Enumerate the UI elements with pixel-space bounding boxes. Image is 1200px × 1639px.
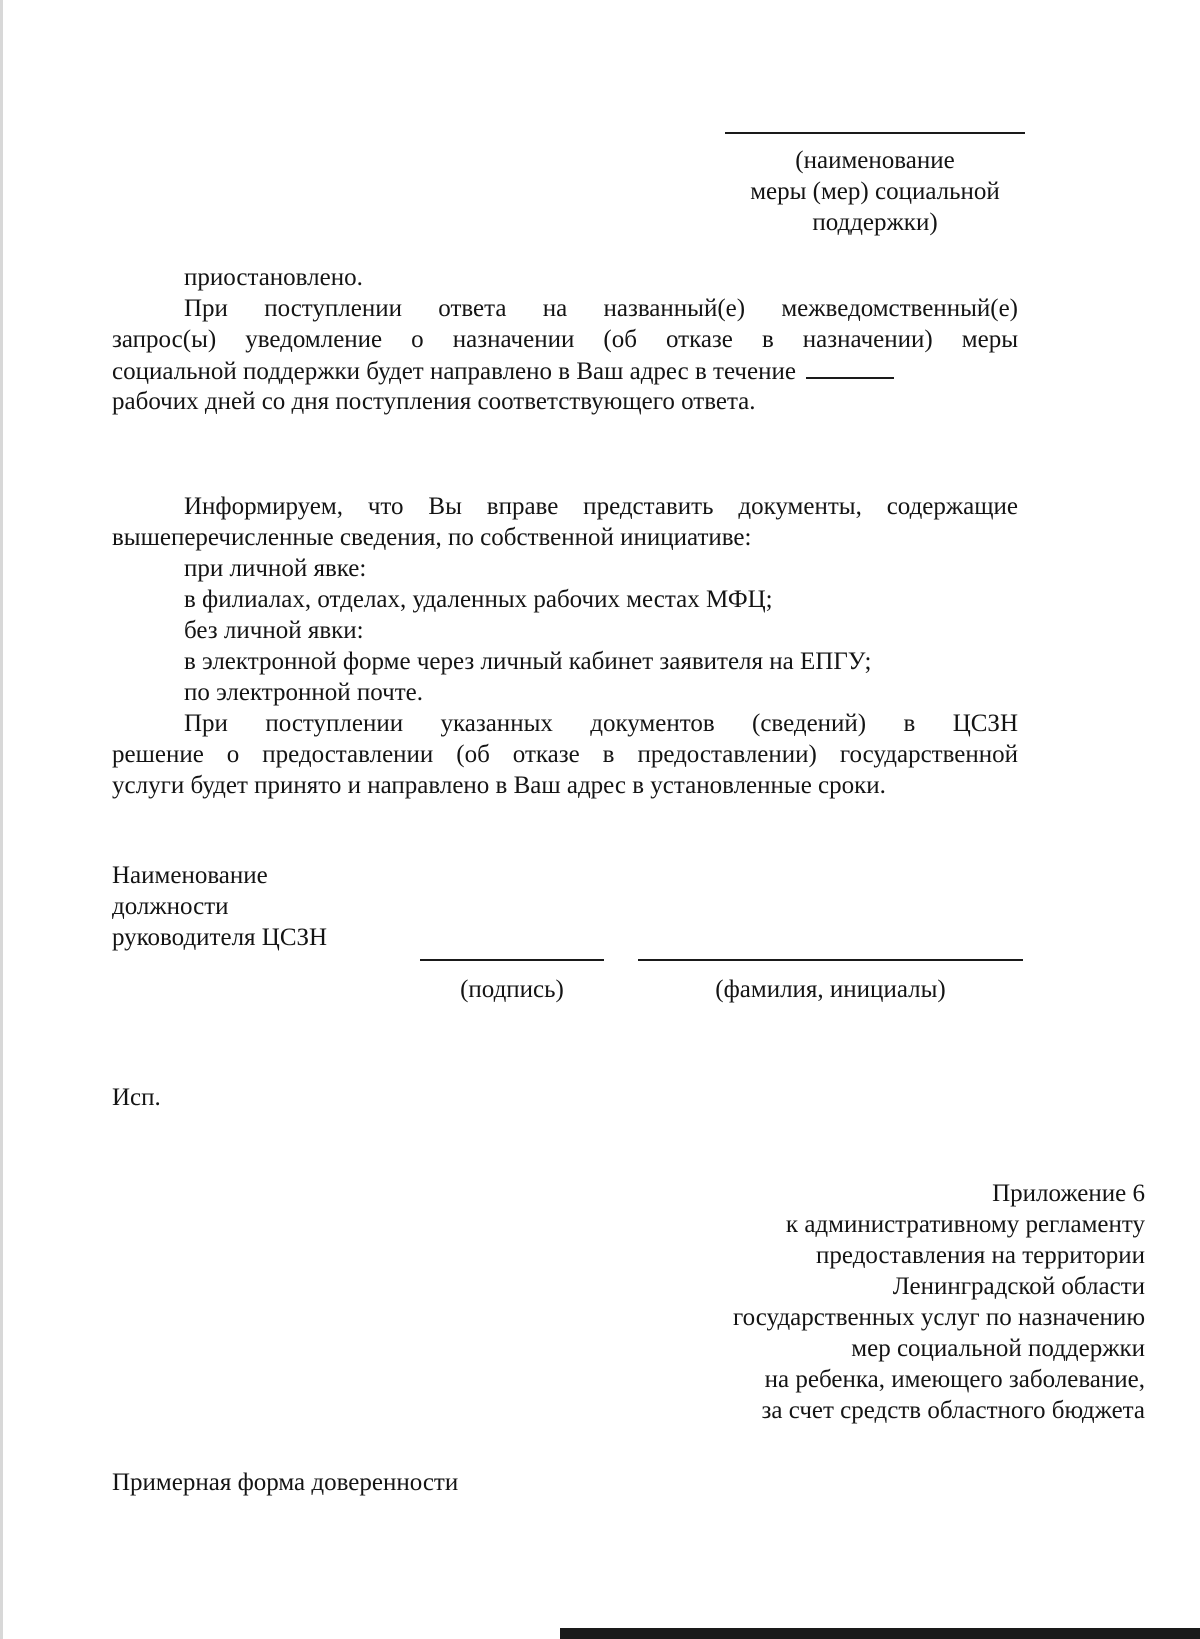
paragraph-suspension — [112, 262, 1018, 417]
appendix-line7: на ребенка, имеющего заболевание, — [764, 1366, 1145, 1393]
paragraph2-line4: в филиалах, отделах, удаленных рабочих местах МФЦ; — [184, 586, 773, 613]
appendix-line5: государственных услуг по назначению — [733, 1304, 1145, 1331]
measure-caption-line1: (наименование — [795, 147, 955, 174]
name-caption: (фамилия, инициалы) — [715, 976, 946, 1003]
appendix-line6: мер социальной поддержки — [851, 1335, 1145, 1362]
paragraph1-line2: При поступлении ответа на названный(е) межведомственный(е) — [184, 295, 1018, 322]
appendix-line8: за счет средств областного бюджета — [761, 1397, 1145, 1424]
signature-caption: (подпись) — [460, 976, 564, 1003]
days-blank-field — [806, 355, 894, 379]
paragraph1-line3: запрос(ы) уведомление о назначении (об отказе в назначении) меры — [112, 326, 1018, 353]
signature-blank-line — [420, 959, 604, 961]
paragraph2-line1: Информируем, что Вы вправе представить документы, содержащие — [184, 493, 1018, 520]
appendix-line1: Приложение 6 — [992, 1180, 1145, 1207]
scan-edge-left — [0, 0, 3, 1639]
paragraph-information — [112, 491, 1018, 801]
measure-name-blank-line — [725, 132, 1025, 134]
measure-caption-line2: меры (мер) социальной — [750, 178, 1000, 205]
position-title-line3: руководителя ЦСЗН — [112, 924, 328, 951]
paragraph1-line4-row — [112, 355, 1018, 386]
paragraph2-line2: вышеперечисленные сведения, по собственной инициативе: — [112, 524, 752, 551]
position-title-line1: Наименование — [112, 862, 268, 889]
paragraph2-line9: решение о предоставлении (об отказе в предоставлении) государственной — [112, 741, 1018, 768]
measure-name-caption — [725, 145, 1025, 238]
paragraph2-line5: без личной явки: — [184, 617, 364, 644]
appendix-header — [733, 1178, 1145, 1426]
paragraph2-line8: При поступлении указанных документов (сведений) в ЦСЗН — [184, 710, 1018, 737]
appendix-line3: предоставления на территории — [816, 1242, 1145, 1269]
paragraph1-line1: приостановлено. — [184, 264, 363, 291]
name-blank-line — [638, 959, 1023, 961]
appendix-line2: к административному регламенту — [785, 1211, 1145, 1238]
paragraph2-line6: в электронной форме через личный кабинет заявителя на ЕПГУ; — [184, 648, 872, 675]
paragraph2-line3: при личной явке: — [184, 555, 367, 582]
scan-edge-bottom — [560, 1628, 1200, 1639]
appendix-line4: Ленинградской области — [892, 1273, 1145, 1300]
paragraph1-line5: рабочих дней со дня поступления соответствующего ответа. — [112, 388, 756, 415]
paragraph2-line7: по электронной почте. — [184, 679, 423, 706]
paragraph1-line4: социальной поддержки будет направлено в Ваш адрес в течение — [112, 358, 796, 385]
position-title-line2: должности — [112, 893, 229, 920]
measure-caption-line3: поддержки) — [812, 209, 938, 236]
executor-label: Исп. — [112, 1084, 161, 1111]
paragraph2-line10: услуги будет принято и направлено в Ваш адрес в установленные сроки. — [112, 772, 886, 799]
form-title: Примерная форма доверенности — [112, 1469, 459, 1496]
